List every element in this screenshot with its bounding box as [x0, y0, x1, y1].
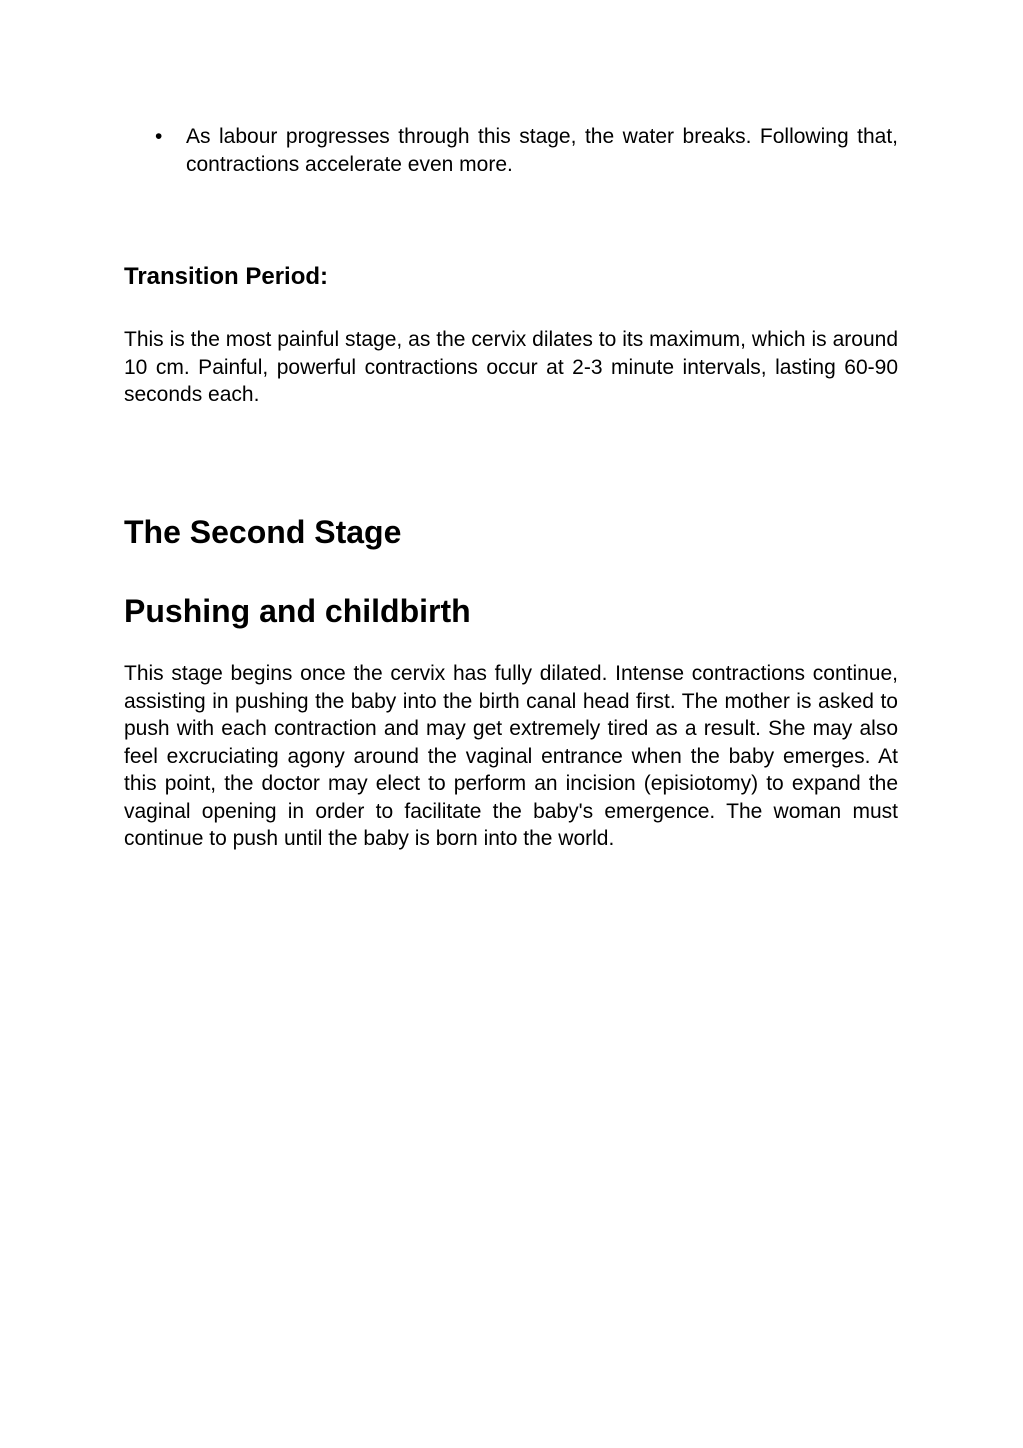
second-stage-paragraph: This stage begins once the cervix has fully dilated. Intense contractions continue, assisting in pushing the baby into the birth canal head first. The mother is asked to push with each contraction and may get extremely tired as a result. She may also feel excruciating agony around the vaginal entrance when the baby emerges. At this point, the doctor may elect to perform an incision (episiotomy) to expand the vaginal opening in order to facilitate the baby's emergence. The woman must continue to push until the baby is born into the world.: [124, 662, 898, 850]
bullet-icon: •: [155, 125, 163, 148]
second-stage-heading: The Second Stage: [124, 514, 402, 550]
bullet-text: As labour progresses through this stage, the water breaks. Following that, contractions accelerate even more.: [186, 125, 898, 176]
transition-period-heading: Transition Period:: [124, 263, 329, 290]
pushing-childbirth-heading: Pushing and childbirth: [124, 593, 471, 629]
bullet-list: [124, 123, 898, 179]
transition-period-paragraph: This is the most painful stage, as the cervix dilates to its maximum, which is around 10 cm. Painful, powerful contractions occur at 2-3 minute intervals, lasting 60-90 seconds each.: [124, 328, 898, 406]
list-item: [124, 123, 898, 179]
